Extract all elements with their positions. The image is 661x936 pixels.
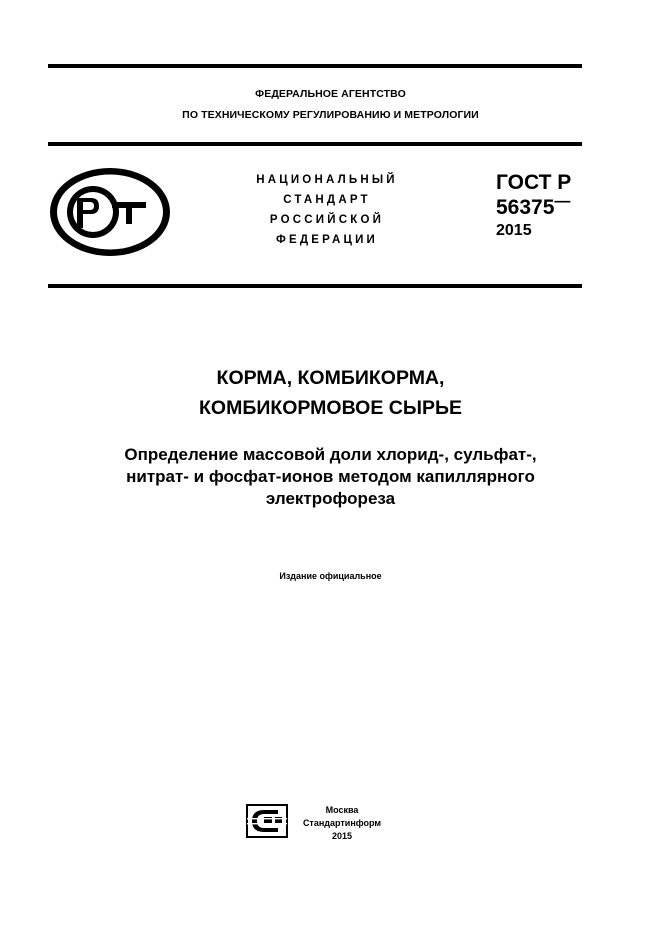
- gost-number: 56375: [496, 196, 555, 219]
- document-subtitle-line-3: электрофореза: [265, 489, 396, 508]
- gost-number-block: [496, 193, 571, 219]
- gost-year: 2015: [496, 222, 532, 239]
- standartinform-logo-icon: [246, 804, 288, 843]
- header-rule: [48, 142, 582, 146]
- document-title-line-1: КОРМА, КОМБИКОРМА,: [216, 367, 445, 389]
- agency-name-line-1: ФЕДЕРАЛЬНОЕ АГЕНТСТВО: [255, 88, 406, 100]
- publisher-year: 2015: [331, 831, 353, 841]
- national-standard-line-3: РОССИЙСКОЙ: [269, 214, 385, 226]
- publisher-name: Стандартинформ: [302, 818, 382, 828]
- document-subtitle-line-1: Определение массовой доли хлорид-, сульфат-,: [124, 445, 537, 464]
- national-standard-line-4: ФЕДЕРАЦИИ: [275, 234, 379, 246]
- gost-prefix: ГОСТ Р: [496, 171, 572, 194]
- publisher-city: Москва: [325, 805, 359, 815]
- document-subtitle-line-2: нитрат- и фосфат-ионов методом капиллярного: [126, 467, 535, 486]
- national-standard-line-1: НАЦИОНАЛЬНЫЙ: [256, 174, 398, 186]
- document-title-line-2: КОМБИКОРМОВОЕ СЫРЬЕ: [199, 397, 462, 419]
- gost-dash: —: [554, 193, 571, 210]
- national-standard-line-2: СТАНДАРТ: [283, 194, 371, 206]
- designation-rule: [48, 284, 582, 288]
- rst-certification-emblem-icon: [48, 166, 172, 263]
- agency-name-line-2: ПО ТЕХНИЧЕСКОМУ РЕГУЛИРОВАНИЮ И МЕТРОЛОГИИ: [182, 109, 479, 121]
- official-edition-label: Издание официальное: [279, 571, 382, 581]
- top-rule: [48, 64, 582, 68]
